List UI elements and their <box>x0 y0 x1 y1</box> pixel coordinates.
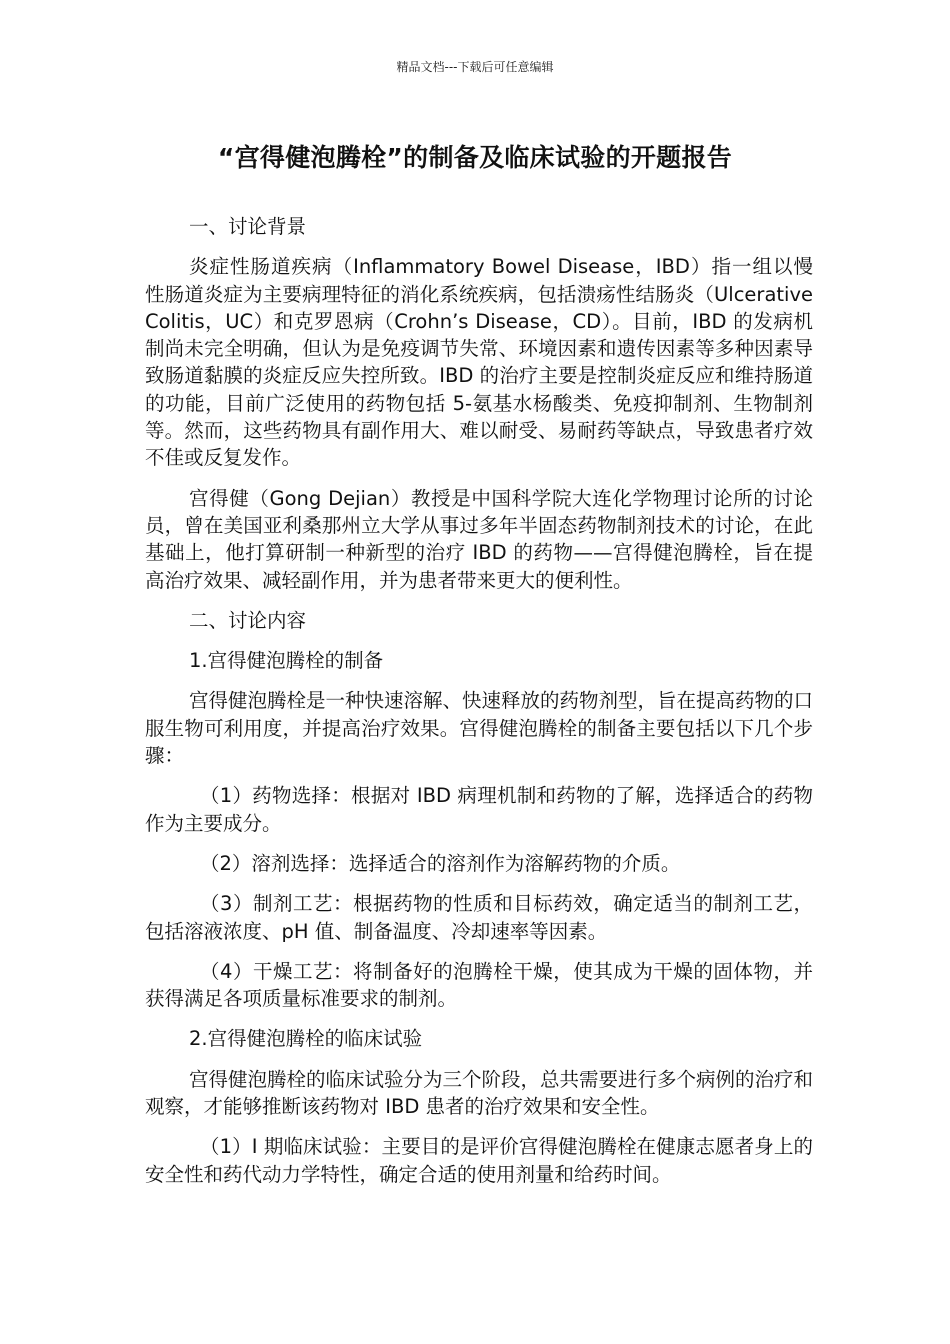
subheading-preparation: 1.宫得健泡腾栓的制备 <box>189 649 384 673</box>
list-item-step3: （3）制剂工艺：根据药物的性质和目标药效，确定适当的制剂工艺，包括溶液浓度、pH 值、制备温度、冷却速率等因素。 <box>145 892 813 943</box>
section-heading-content: 二、讨论内容 <box>189 608 307 632</box>
section-heading-background: 一、讨论背景 <box>189 215 307 238</box>
list-item-step2: （2）溶剂选择：选择适合的溶剂作为溶解药物的介质。 <box>200 851 681 875</box>
header-note: 精品文档---下载后可任意编辑 <box>396 60 554 74</box>
subheading-clinical-trial: 2.宫得健泡腾栓的临床试验 <box>189 1027 423 1051</box>
document-title: “宫得健泡腾栓”的制备及临床试验的开题报告 <box>217 143 733 172</box>
list-item-phase1: （1）I 期临床试验：主要目的是评价宫得健泡腾栓在健康志愿者身上的安全性和药代动力学特性，确定合适的使用剂量和给药时间。 <box>145 1135 813 1186</box>
paragraph-clinical-trial: 宫得健泡腾栓的临床试验分为三个阶段，总共需要进行多个病例的治疗和观察，才能够推断该药物对 IBD 患者的治疗效果和安全性。 <box>145 1067 814 1119</box>
list-item-step1: （1）药物选择：根据对 IBD 病理机制和药物的了解，选择适合的药物作为主要成分。 <box>145 784 813 835</box>
paragraph-professor: 宫得健（Gong Dejian）教授是中国科学院大连化学物理讨论所的讨论员，曾在美国亚利桑那州立大学从事过多年半固态药物制剂技术的讨论，在此基础上，他打算研制一种新型的治疗 IBD 的药物——宫得健泡腾栓，旨在提高治疗效果、减轻副作用，并为患者带来更大的便利性。 <box>145 486 813 592</box>
paragraph-ibd-intro: 炎症性肠道疾病（Inflammatory Bowel Disease，IBD）指一组以慢性肠道炎症为主要病理特征的消化系统疾病，包括溃疡性结肠炎（Ulcerative Colitis，UC）和克罗恩病（Crohn’s Disease，CD）。目前，IBD 的发病机制尚未完全明确，但认为是免疫调节失常、环境因素和遗传因素等多种因素导致肠道黏膜的炎症反应失控所致。IBD 的治疗主要是控制炎症反应和维持肠道的功能，目前广泛使用的药物包括 5-氨基水杨酸类、免疫抑制剂、生物制剂等。然而，这些药物具有副作用大、难以耐受、易耐药等缺点，导致患者疗效不佳或反复发作。 <box>145 255 813 470</box>
paragraph-preparation: 宫得健泡腾栓是一种快速溶解、快速释放的药物剂型，旨在提高药物的口服生物可利用度，并提高治疗效果。宫得健泡腾栓的制备主要包括以下几个步骤： <box>145 689 814 768</box>
list-item-step4: （4）干燥工艺：将制备好的泡腾栓干燥，使其成为干燥的固体物，并获得满足各项质量标准要求的制剂。 <box>145 959 813 1011</box>
document-body <box>145 213 813 1201</box>
